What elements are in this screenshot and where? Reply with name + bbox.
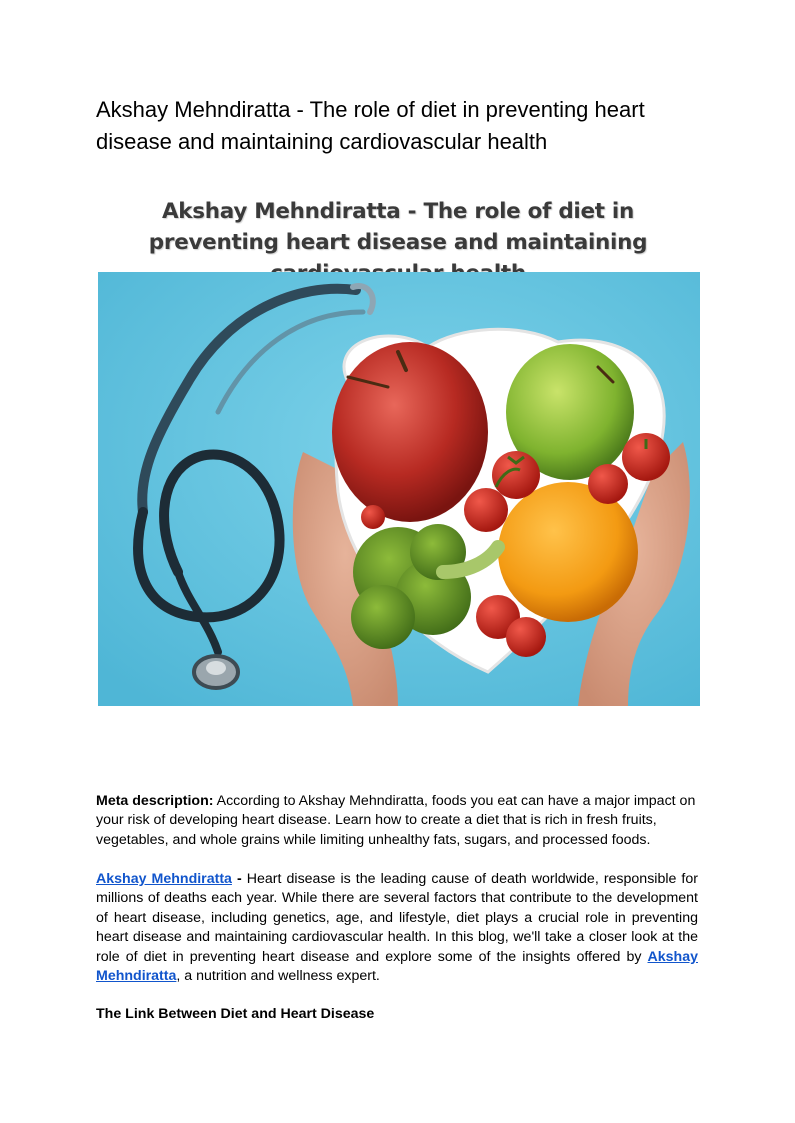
hero-illustration bbox=[98, 272, 700, 706]
meta-description-label: Meta description: bbox=[96, 793, 214, 809]
red-apple-illustration bbox=[332, 342, 488, 522]
intro-text: Heart disease is the leading cause of death worldwide, responsible for millions of deaths each year. While there are several factors that contribute to the development of heart disease, including genetics, age, and lifestyle, diet plays a crucial role in preventing heart disease and maintaining cardiovascular health. In this blog, we'll take a closer look at the role of diet in preventing heart disease and explore some of the insights offered by bbox=[96, 871, 698, 965]
author-link-inline[interactable]: Akshay Mehndiratta bbox=[96, 948, 698, 985]
orange-illustration bbox=[498, 482, 638, 622]
meta-description-text: According to Akshay Mehndiratta, foods you eat can have a major impact on your risk of developing heart disease. Learn how to create a diet that is rich in fresh fruits, vegetables, and whole grains while limiting unhealthy fats, sugars, and processed foods. bbox=[96, 793, 696, 848]
intro-paragraph bbox=[96, 870, 698, 986]
banner-title: Akshay Mehndiratta - The role of diet in preventing heart disease and maintaining bbox=[148, 199, 648, 255]
dash-separator: - bbox=[231, 871, 247, 887]
page-title: Akshay Mehndiratta - The role of diet in preventing heart disease and maintaining cardiovascular health bbox=[96, 97, 645, 154]
section-heading: The Link Between Diet and Heart Disease bbox=[96, 1006, 375, 1022]
intro-text-end: , a nutrition and wellness expert. bbox=[176, 968, 380, 985]
meta-description bbox=[96, 792, 698, 850]
author-link[interactable]: Akshay Mehndiratta bbox=[96, 871, 232, 887]
hero-image bbox=[98, 272, 700, 706]
